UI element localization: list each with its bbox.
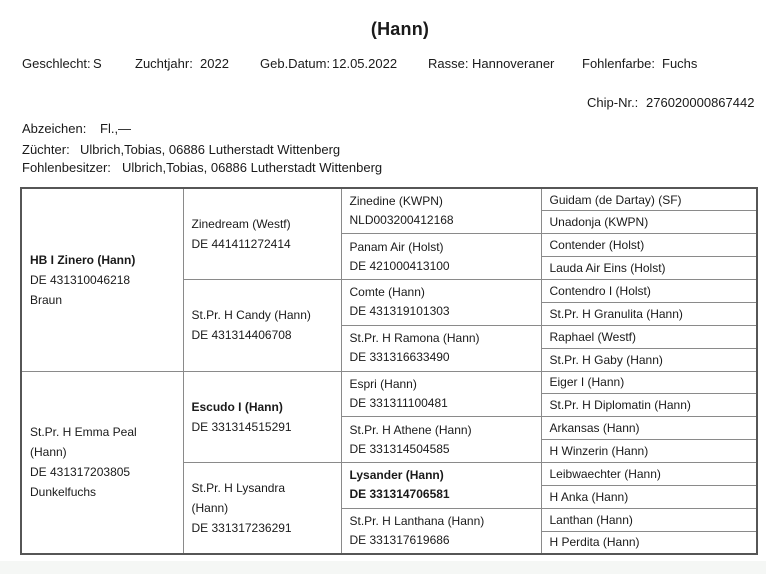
horse-name: St.Pr. H Lanthana (Hann) (349, 513, 485, 528)
abzeichen-value: Fl.,— (100, 121, 132, 136)
cell-gen1-dam (21, 371, 183, 554)
cell-gen2-2 (183, 371, 341, 463)
horse-name: Zinedream (Westf) (191, 217, 291, 231)
chip-value: 276020000867442 (646, 95, 755, 110)
horse-name: St.Pr. H Ramona (Hann) (349, 331, 480, 346)
horse-name: Unadonja (KWPN) (549, 215, 649, 230)
gebdatum-label: Geb.Datum: (260, 56, 331, 71)
page-title: (Hann) (370, 19, 430, 39)
zuchtjahr-value: 2022 (200, 56, 229, 71)
fohlenfarbe-value: Fuchs (662, 56, 698, 71)
cell-gen4-12 (541, 463, 757, 486)
horse-id: DE 331311100481 (349, 395, 448, 410)
horse-name: St.Pr. H Granulita (Hann) (549, 306, 683, 321)
horse-name: St.Pr. H Athene (Hann) (349, 422, 472, 437)
cell-gen3-2 (341, 280, 541, 326)
horse-name: Eiger I (Hann) (549, 375, 625, 390)
gebdatum-value: 12.05.2022 (332, 56, 398, 71)
horse-id: NLD003200412168 (349, 213, 454, 228)
horse-name: Contendro I (Holst) (549, 283, 651, 298)
horse-id: DE 421000413100 (349, 258, 450, 273)
cell-gen4-11 (541, 440, 757, 463)
horse-id: DE 331317619686 (349, 532, 450, 547)
rasse-label: Rasse: (428, 56, 469, 71)
horse-name: Comte (Hann) (349, 285, 425, 300)
horse-name: Raphael (Westf) (549, 329, 636, 344)
geschlecht-value: S (93, 56, 102, 71)
cell-gen4-3 (541, 257, 757, 280)
cell-gen4-8 (541, 371, 757, 394)
horse-name: St.Pr. H Emma Peal (Hann) (30, 425, 137, 460)
horse-id: DE 431317203805 (30, 465, 131, 480)
horse-id: DE 331314706581 (349, 487, 450, 502)
cell-gen4-4 (541, 280, 757, 303)
cell-gen2-1 (183, 280, 341, 372)
pedigree-table (20, 187, 758, 555)
cell-gen4-10 (541, 417, 757, 440)
cell-gen4-15 (541, 531, 757, 554)
horse-color: Dunkelfuchs (30, 485, 97, 500)
horse-id: DE 331314515291 (191, 419, 292, 434)
cell-gen3-1 (341, 234, 541, 280)
horse-name: St.Pr. H Lysandra (Hann) (191, 481, 286, 515)
horse-name: Panam Air (Holst) (349, 239, 444, 254)
horse-name: St.Pr. H Diplomatin (Hann) (549, 398, 691, 413)
cell-gen4-14 (541, 508, 757, 531)
fohlenbesitzer-label: Fohlenbesitzer: (22, 160, 111, 175)
bottom-strip (0, 561, 766, 574)
horse-name: Espri (Hann) (349, 376, 417, 391)
cell-gen2-0 (183, 188, 341, 280)
horse-id: DE 331317236291 (191, 521, 292, 535)
cell-gen4-1 (541, 211, 757, 234)
horse-name: St.Pr. H Gaby (Hann) (549, 352, 663, 367)
horse-name: H Winzerin (Hann) (549, 444, 649, 459)
horse-name: St.Pr. H Candy (Hann) (191, 308, 311, 323)
horse-name: Zinedine (KWPN) (349, 194, 443, 209)
cell-gen4-13 (541, 485, 757, 508)
horse-name: Lanthan (Hann) (549, 512, 633, 527)
horse-name: HB I Zinero (Hann) (30, 252, 136, 267)
abzeichen-label: Abzeichen: (22, 121, 87, 136)
horse-name: H Perdita (Hann) (549, 535, 640, 550)
cell-gen3-5 (341, 417, 541, 463)
cell-gen4-6 (541, 325, 757, 348)
cell-gen4-2 (541, 234, 757, 257)
zuechter-value: Ulbrich,Tobias, 06886 Lutherstadt Wittenberg (80, 142, 341, 157)
fohlenbesitzer-value: Ulbrich,Tobias, 06886 Lutherstadt Wittenberg (122, 160, 383, 175)
rasse-value: Hannoveraner (472, 56, 555, 71)
cell-gen4-7 (541, 348, 757, 371)
horse-name: Escudo I (Hann) (191, 399, 283, 414)
horse-name: H Anka (Hann) (549, 489, 629, 504)
cell-gen3-6 (341, 463, 541, 509)
horse-id: DE 331316633490 (349, 350, 450, 365)
cell-gen3-0 (341, 188, 541, 234)
cell-gen4-5 (541, 302, 757, 325)
cell-gen2-3 (183, 463, 341, 555)
cell-gen4-0 (541, 188, 757, 211)
zuchtjahr-label: Zuchtjahr: (135, 56, 193, 71)
cell-gen1-sire (21, 188, 183, 371)
cell-gen3-7 (341, 508, 541, 554)
horse-id: DE 431319101303 (349, 304, 450, 319)
horse-color: Braun (30, 292, 63, 307)
horse-name: Leibwaechter (Hann) (549, 466, 661, 481)
cell-gen3-4 (341, 371, 541, 417)
horse-id: DE 431314406708 (191, 328, 292, 343)
horse-name: Lysander (Hann) (349, 468, 444, 483)
chip-label: Chip-Nr.: (587, 95, 639, 110)
horse-name: Arkansas (Hann) (549, 421, 640, 436)
horse-name: Guidam (de Dartay) (SF) (549, 192, 682, 207)
horse-id: DE 431310046218 (30, 272, 131, 287)
fohlenfarbe-label: Fohlenfarbe: (582, 56, 655, 71)
geschlecht-label: Geschlecht: (22, 56, 91, 71)
horse-id: DE 331314504585 (349, 441, 450, 456)
horse-id: DE 441411272414 (191, 237, 291, 251)
zuechter-label: Züchter: (22, 142, 70, 157)
cell-gen4-9 (541, 394, 757, 417)
cell-gen3-3 (341, 325, 541, 371)
horse-name: Lauda Air Eins (Holst) (549, 261, 666, 276)
horse-name: Contender (Holst) (549, 238, 645, 253)
